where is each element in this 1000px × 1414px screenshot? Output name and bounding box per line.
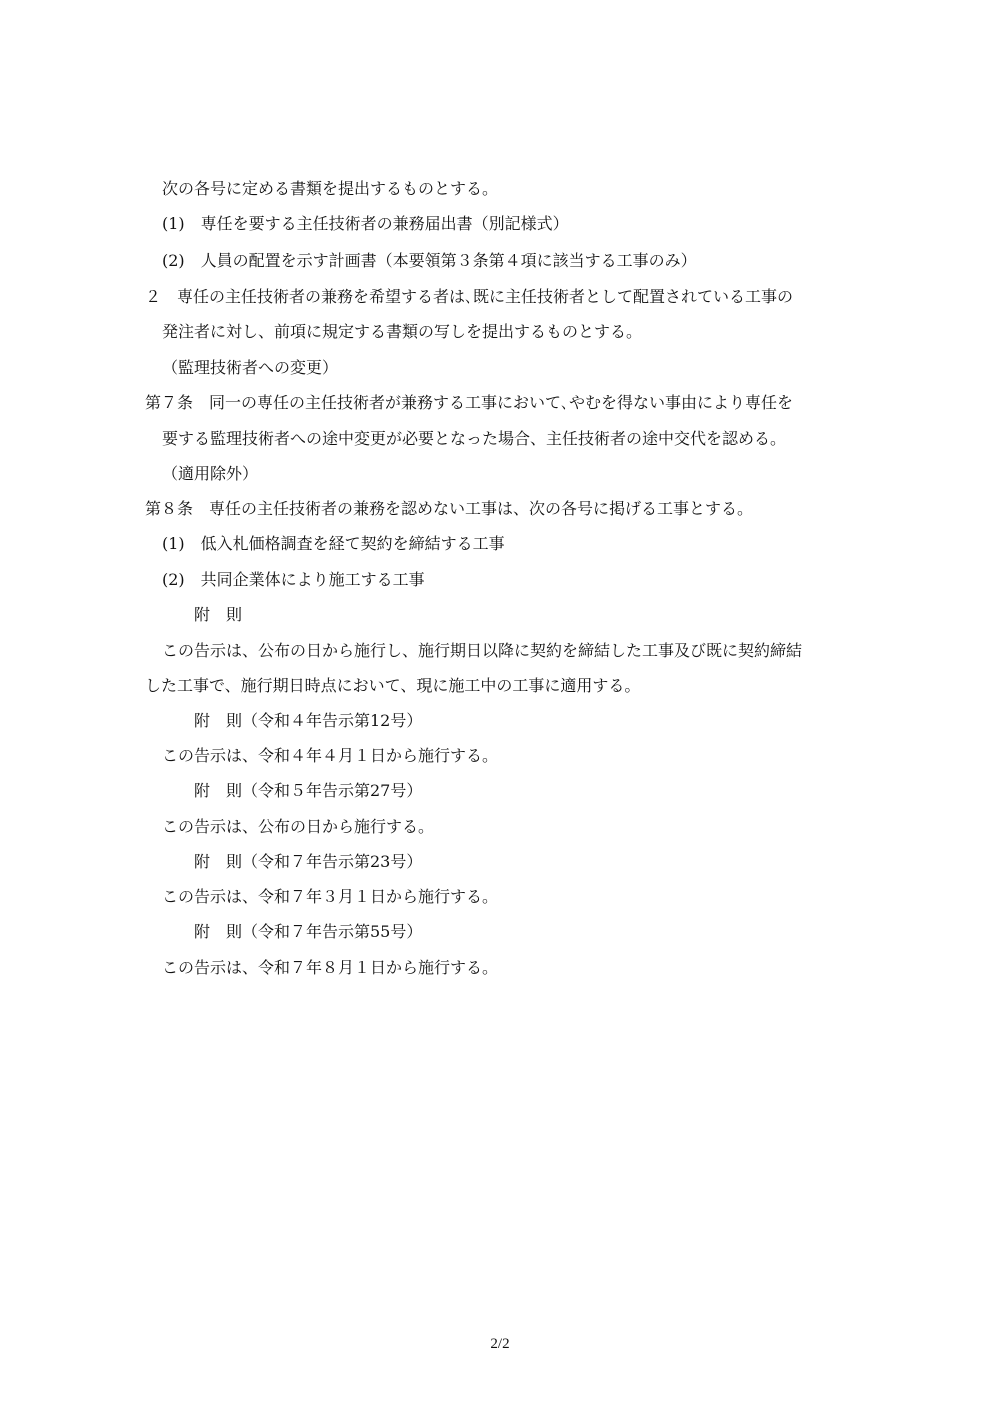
list-item: (1) 専任を要する主任技術者の兼務届出書（別記様式） [162,214,569,233]
list-item: (2) 共同企業体により施工する工事 [162,570,425,589]
paragraph-line: この告示は、公布の日から施行し、施行期日以降に契約を締結した工事及び既に契約締結 [162,641,803,660]
article-line: 要する監理技術者への途中変更が必要となった場合、主任技術者の途中交代を認める。 [162,429,787,448]
paragraph-line: した工事で、施行期日時点において、現に施工中の工事に適用する。 [145,676,641,695]
supplementary-heading: 附 則（令和７年告示第55号） [194,922,423,941]
paragraph-line: この告示は、令和４年４月１日から施行する。 [162,746,499,765]
list-item: (2) 人員の配置を示す計画書（本要領第３条第４項に該当する工事のみ） [162,251,697,270]
paragraph-line: ２ 専任の主任技術者の兼務を希望する者は､既に主任技術者として配置されている工事の [145,287,794,306]
paragraph-line: この告示は、令和７年３月１日から施行する。 [162,887,499,906]
section-heading: （適用除外） [162,464,259,483]
paragraph-line: 発注者に対し、前項に規定する書類の写しを提出するものとする。 [162,322,643,341]
supplementary-heading: 附 則（令和７年告示第23号） [194,852,423,871]
supplementary-heading: 附 則（令和５年告示第27号） [194,781,423,800]
list-item: (1) 低入札価格調査を経て契約を締結する工事 [162,534,505,553]
supplementary-heading: 附 則 [194,605,243,624]
paragraph-line: この告示は、令和７年８月１日から施行する。 [162,958,499,977]
supplementary-heading: 附 則（令和４年告示第12号） [194,711,423,730]
article-line: 第８条 専任の主任技術者の兼務を認めない工事は、次の各号に掲げる工事とする。 [145,499,754,518]
paragraph-line: この告示は、公布の日から施行する。 [162,817,435,836]
section-heading: （監理技術者への変更） [162,358,339,377]
page-number: 2/2 [490,1336,510,1352]
text-line: 次の各号に定める書類を提出するものとする。 [162,179,499,198]
article-line: 第７条 同一の専任の主任技術者が兼務する工事において､やむを得ない事由により専任を [145,393,794,412]
